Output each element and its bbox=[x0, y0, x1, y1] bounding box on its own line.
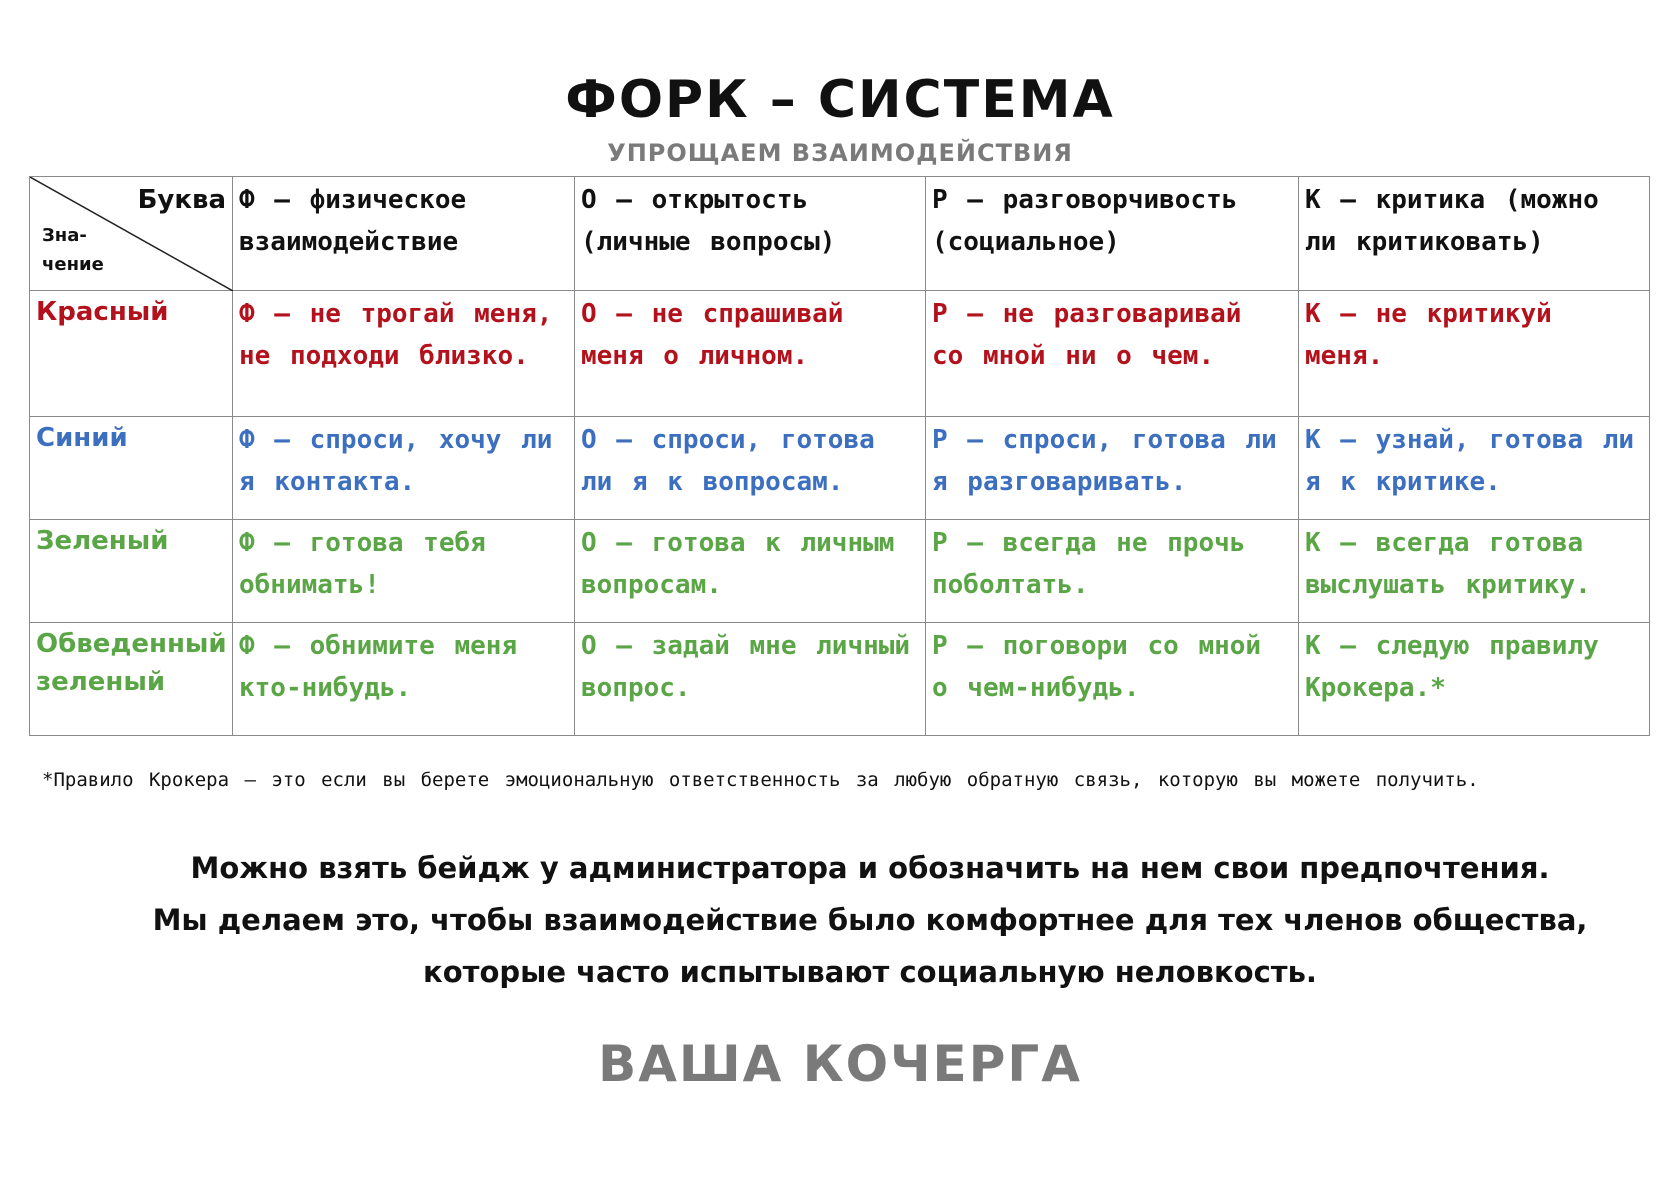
row-label-blue: Синий bbox=[30, 417, 233, 520]
header-r: Р — разговорчивость (социальное) bbox=[926, 177, 1299, 291]
paragraph-line-2: Мы делаем это, чтобы взаимодействие было комфортнее для тех членов общества, bbox=[152, 903, 1588, 937]
paragraph-line-1: Можно взять бейдж у администратора и обозначить на нем свои предпочтения. bbox=[190, 851, 1550, 885]
crocker-rule-footnote: *Правило Крокера — это если вы берете эмоциональную ответственность за любую обратную связь, которую вы можете получить. bbox=[42, 769, 1479, 791]
cell-green-f: Ф — готова тебя обнимать! bbox=[233, 520, 575, 623]
cell-outlined-green-o: О — задай мне личный вопрос. bbox=[575, 623, 926, 736]
page-subtitle: УПРОЩАЕМ ВЗАИМОДЕЙСТВИЯ bbox=[607, 139, 1073, 167]
cell-outlined-green-f: Ф — обнимите меня кто-нибудь. bbox=[233, 623, 575, 736]
badge-info-paragraph bbox=[0, 842, 1680, 998]
header-f: Ф — физическое взаимодействие bbox=[233, 177, 575, 291]
cell-green-o: О — готова к личным вопросам. bbox=[575, 520, 926, 623]
cell-blue-r: Р — спроси, готова ли я разговаривать. bbox=[926, 417, 1299, 520]
cell-red-f: Ф — не трогай меня, не подходи близко. bbox=[233, 291, 575, 417]
cell-blue-f: Ф — спроси, хочу ли я контакта. bbox=[233, 417, 575, 520]
table-header-row bbox=[30, 177, 1650, 291]
fork-table bbox=[29, 176, 1650, 736]
cell-green-k: К — всегда готова выслушать критику. bbox=[1299, 520, 1650, 623]
row-label-red: Красный bbox=[30, 291, 233, 417]
cell-red-r: Р — не разговаривай со мной ни о чем. bbox=[926, 291, 1299, 417]
corner-cell bbox=[30, 177, 233, 291]
cell-red-k: К — не критикуй меня. bbox=[1299, 291, 1650, 417]
corner-meaning-label: Зна- чение bbox=[42, 225, 104, 275]
cell-outlined-green-r: Р — поговори со мной о чем-нибудь. bbox=[926, 623, 1299, 736]
table-row-blue bbox=[30, 417, 1650, 520]
paragraph-line-3: которые часто испытывают социальную неловкость. bbox=[423, 955, 1317, 989]
header-o: О — открытость (личные вопросы) bbox=[575, 177, 926, 291]
cell-blue-k: К — узнай, готова ли я к критике. bbox=[1299, 417, 1650, 520]
table-row-red bbox=[30, 291, 1650, 417]
cell-red-o: О — не спрашивай меня о личном. bbox=[575, 291, 926, 417]
table-row-outlined-green bbox=[30, 623, 1650, 736]
page-title: ФОРК – СИСТЕМА bbox=[565, 70, 1115, 130]
header-k: К — критика (можно ли критиковать) bbox=[1299, 177, 1650, 291]
cell-outlined-green-k: К — следую правилу Крокера.* bbox=[1299, 623, 1650, 736]
cell-green-r: Р — всегда не прочь поболтать. bbox=[926, 520, 1299, 623]
corner-letter-label: Буква bbox=[137, 185, 226, 215]
cell-blue-o: О — спроси, готова ли я к вопросам. bbox=[575, 417, 926, 520]
signature: ВАША КОЧЕРГА bbox=[598, 1035, 1082, 1093]
table-row-green bbox=[30, 520, 1650, 623]
row-label-outlined-green: Обведенный зеленый bbox=[30, 623, 233, 736]
row-label-green: Зеленый bbox=[30, 520, 233, 623]
